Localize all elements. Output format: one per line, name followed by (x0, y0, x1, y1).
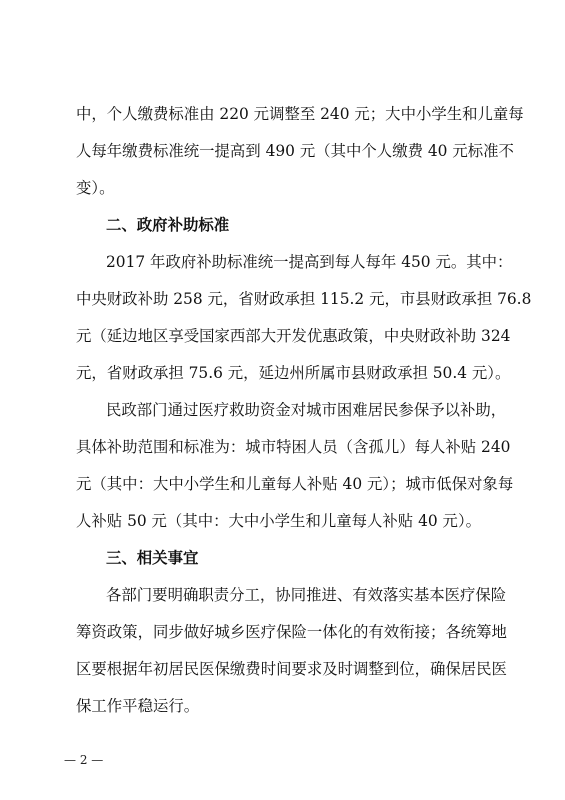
paragraph-line: 人每年缴费标准统一提高到 490 元（其中个人缴费 40 元标准不 (76, 142, 514, 160)
paragraph-line: 变）。 (76, 179, 115, 197)
paragraph-line: 民政部门通过医疗救助资金对城市困难居民参保予以补助， (106, 401, 507, 419)
paragraph-line: 筹资政策，同步做好城乡医疗保险一体化的有效衔接；各统筹地 (76, 623, 507, 641)
paragraph-line: 元，省财政承担 75.6 元，延边州所属市县财政承担 50.4 元）。 (76, 364, 511, 382)
section-heading-subsidy-standard: 二、政府补助标准 (106, 216, 230, 234)
paragraph-line: 2017 年政府补助标准统一提高到每人每年 450 元。其中： (106, 253, 513, 271)
paragraph-line: 人补贴 50 元（其中：大中小学生和儿童每人补贴 40 元）。 (76, 512, 482, 530)
section-heading-related-matters: 三、相关事宜 (106, 549, 199, 567)
paragraph-line: 中央财政补助 258 元，省财政承担 115.2 元，市县财政承担 76.8 (76, 290, 532, 308)
paragraph-line: 中，个人缴费标准由 220 元调整至 240 元；大中小学生和儿童每 (76, 105, 524, 123)
paragraph-line: 元（延边地区享受国家西部大开发优惠政策，中央财政补助 324 (76, 327, 511, 345)
paragraph-line: 各部门要明确职责分工，协同推进、有效落实基本医疗保险 (106, 586, 507, 604)
page-number: — 2 — (64, 753, 104, 767)
paragraph-line: 保工作平稳运行。 (76, 697, 200, 715)
paragraph-line: 元（其中：大中小学生和儿童每人补贴 40 元）；城市低保对象每 (76, 475, 514, 493)
paragraph-line: 区要根据年初居民医保缴费时间要求及时调整到位，确保居民医 (76, 660, 507, 678)
paragraph-line: 具体补助范围和标准为：城市特困人员（含孤儿）每人补贴 240 (76, 438, 511, 456)
